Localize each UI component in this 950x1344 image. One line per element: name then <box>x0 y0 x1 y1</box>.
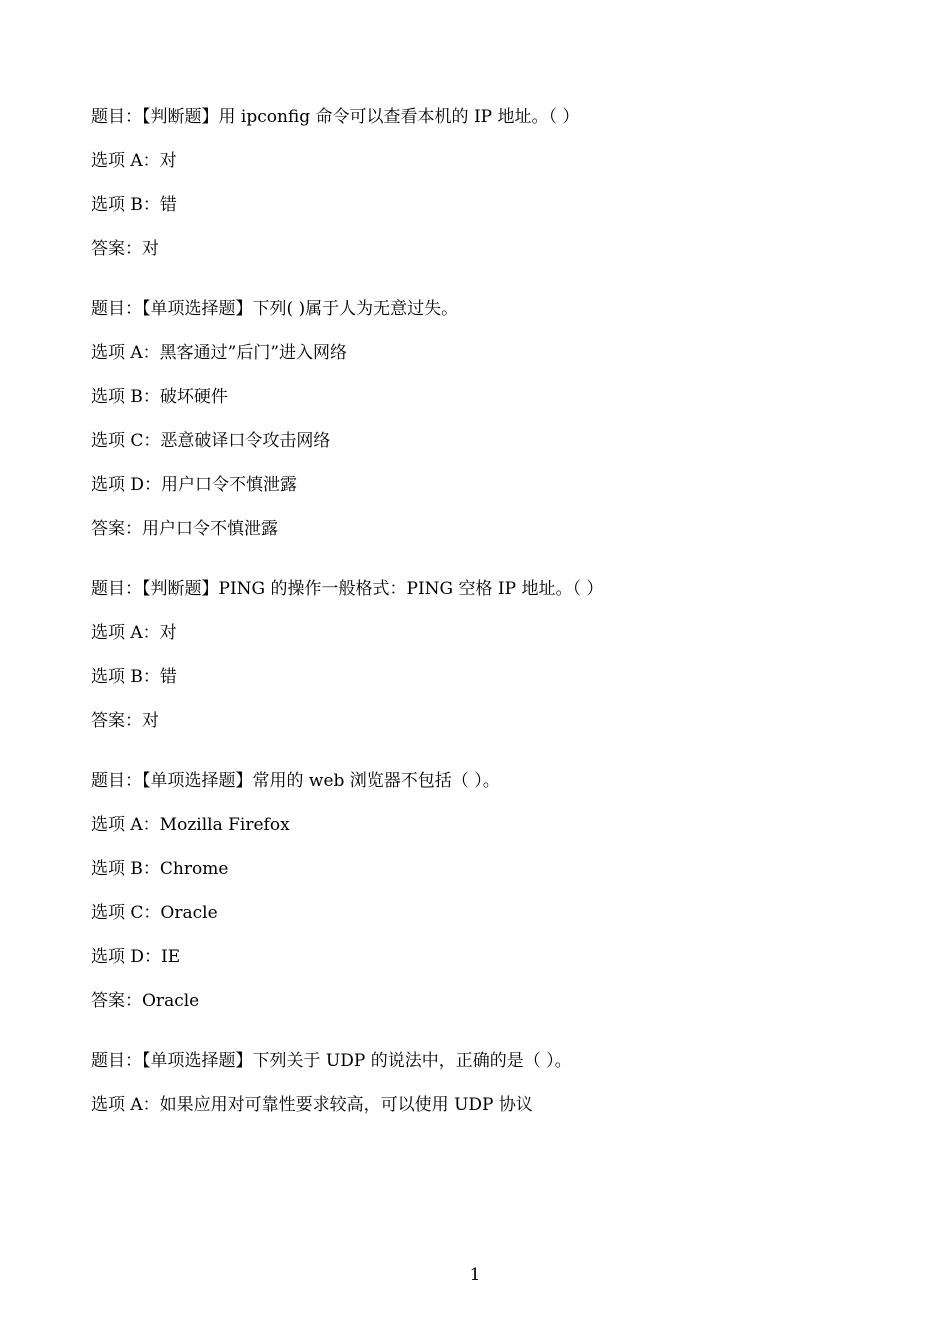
option-b: 选项 B：错 <box>91 667 177 687</box>
option-c: 选项 C：恶意破译口令攻击网络 <box>91 431 331 451</box>
option-b: 选项 B：错 <box>91 195 177 215</box>
question-3 <box>91 578 871 732</box>
answer: 答案：用户口令不慎泄露 <box>91 519 278 539</box>
option-d: 选项 D：IE <box>91 947 181 967</box>
question-2 <box>91 298 871 540</box>
question-5 <box>91 1050 871 1116</box>
question-stem: 题目：【判断题】PING 的操作一般格式：PING 空格 IP 地址。（ ） <box>91 579 604 599</box>
answer: 答案：对 <box>91 239 159 259</box>
option-a: 选项 A：对 <box>91 151 177 171</box>
option-d: 选项 D：用户口令不慎泄露 <box>91 475 298 495</box>
question-stem: 题目：【单项选择题】下列( )属于人为无意过失。 <box>91 299 459 319</box>
answer: 答案：Oracle <box>91 991 200 1011</box>
question-stem: 题目：【单项选择题】常用的 web 浏览器不包括（ ）。 <box>91 771 500 791</box>
question-1 <box>91 106 871 260</box>
question-4 <box>91 770 871 1012</box>
question-stem: 题目：【判断题】用 ipconfig 命令可以查看本机的 IP 地址。（ ） <box>91 107 580 127</box>
option-c: 选项 C：Oracle <box>91 903 218 923</box>
option-a: 选项 A：黑客通过”后门”进入网络 <box>91 343 348 363</box>
question-list <box>91 106 871 1154</box>
answer: 答案：对 <box>91 711 159 731</box>
page-number: 1 <box>469 1265 481 1285</box>
question-stem: 题目：【单项选择题】下列关于 UDP 的说法中，正确的是（ ）。 <box>91 1051 572 1071</box>
option-b: 选项 B：Chrome <box>91 859 229 879</box>
option-a: 选项 A：如果应用对可靠性要求较高，可以使用 UDP 协议 <box>91 1095 533 1115</box>
option-b: 选项 B：破坏硬件 <box>91 387 228 407</box>
option-a: 选项 A：对 <box>91 623 177 643</box>
option-a: 选项 A：Mozilla Firefox <box>91 815 290 835</box>
